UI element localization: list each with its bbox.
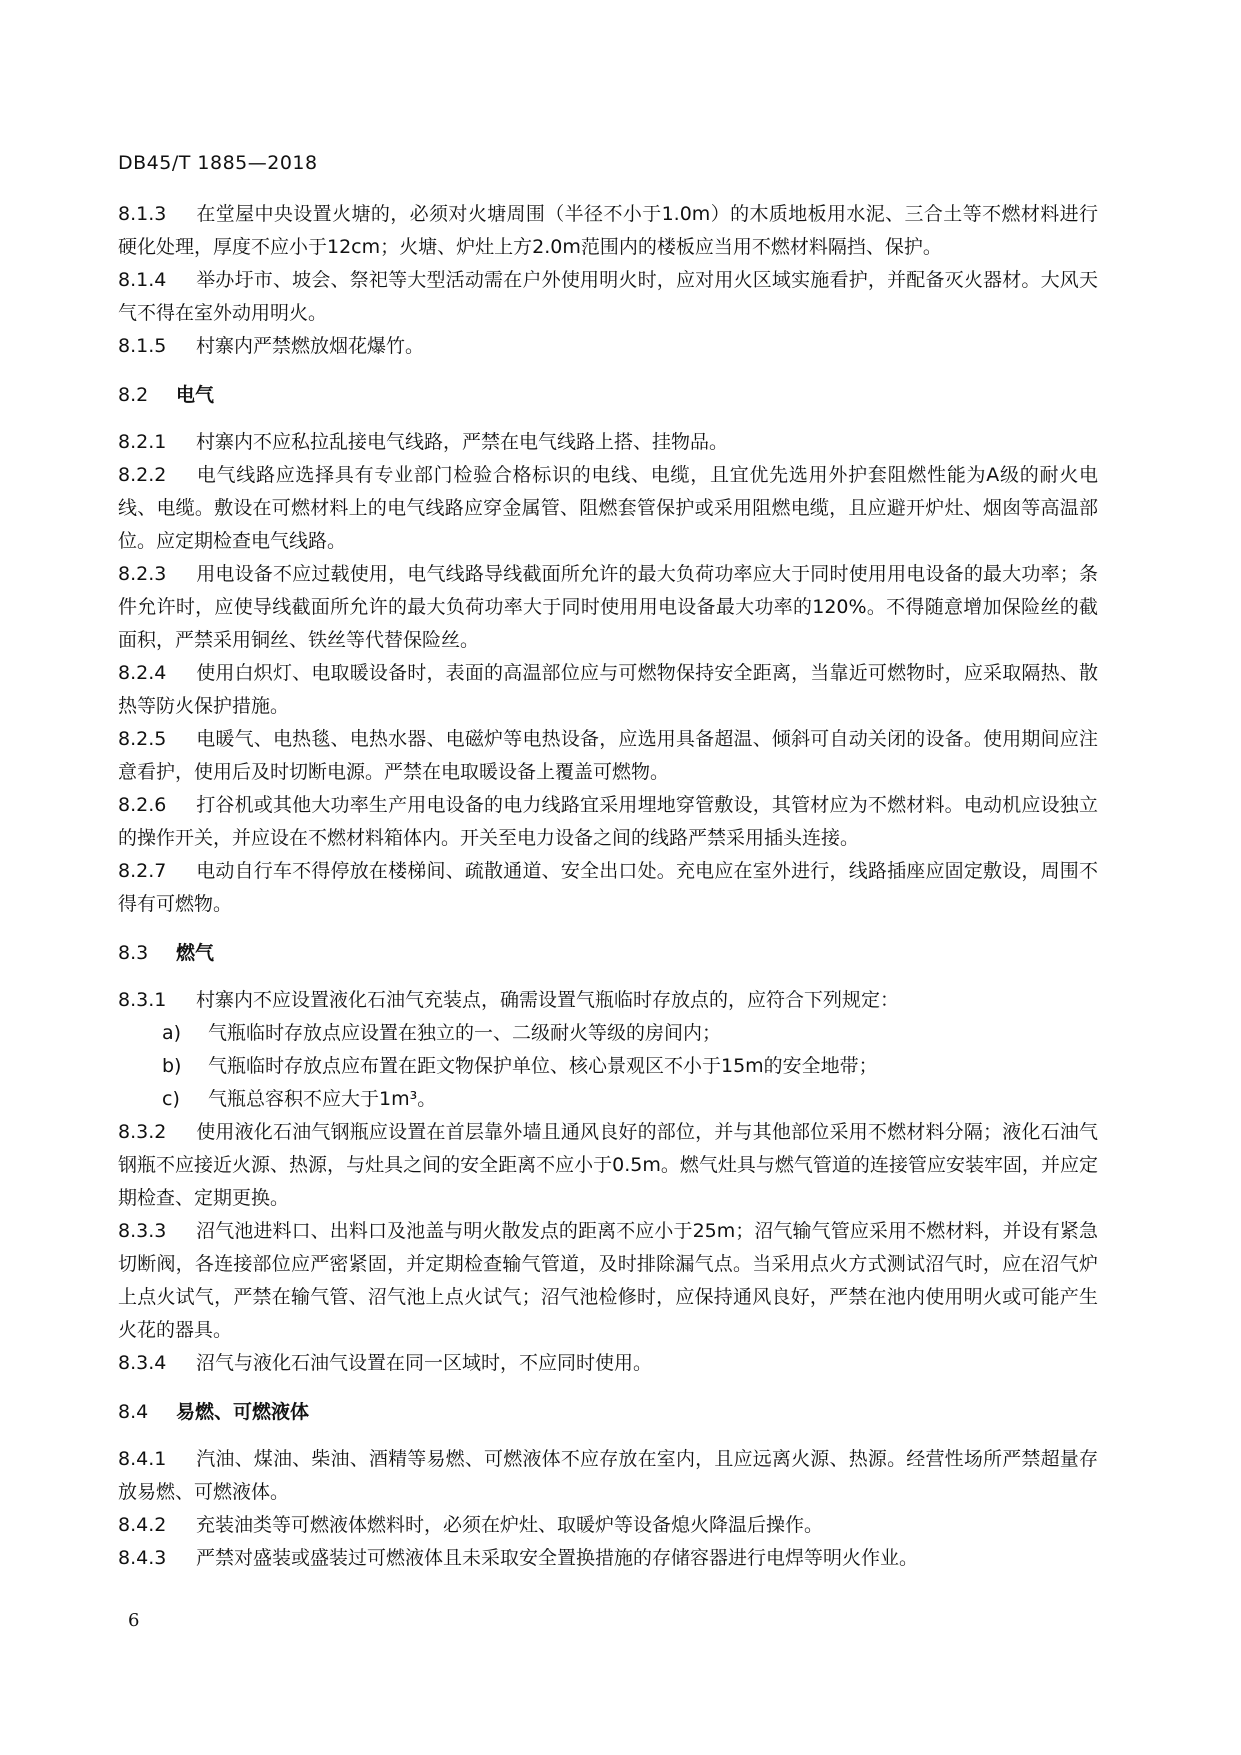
clause-8-3-1	[118, 984, 1098, 1017]
clause-8-4-3	[118, 1542, 1098, 1575]
clause-number: 8.2.6	[118, 794, 167, 816]
clause-text: 在堂屋中央设置火塘的，必须对火塘周围（半径不小于1.0m）的木质地板用水泥、三合土等不燃材料进行硬化处理，厚度不应小于12cm；火塘、炉灶上方2.0m范围内的楼板应当用不燃材料隔挡、保护。	[118, 203, 1098, 258]
clause-8-1-5	[118, 330, 1098, 363]
clause-number: 8.2.2	[118, 464, 167, 486]
clause-text: 举办圩市、坡会、祭祀等大型活动需在户外使用明火时，应对用火区域实施看护，并配备灭火器材。大风天气不得在室外动用明火。	[118, 269, 1098, 324]
clause-8-3-4	[118, 1347, 1098, 1380]
clause-text: 电暖气、电热毯、电热水器、电磁炉等电热设备，应选用具备超温、倾斜可自动关闭的设备。使用期间应注意看护，使用后及时切断电源。严禁在电取暖设备上覆盖可燃物。	[118, 728, 1098, 783]
clause-number: 8.2.7	[118, 860, 167, 882]
standard-code-header: DB45/T 1885—2018	[118, 152, 318, 174]
section-heading-8-2	[118, 379, 1098, 412]
list-item-label: b)	[162, 1055, 182, 1077]
section-number: 8.4	[118, 1401, 149, 1423]
document-body	[118, 198, 1098, 1575]
clause-8-2-5	[118, 723, 1098, 789]
list-item-b	[118, 1050, 1098, 1083]
clause-8-1-4	[118, 264, 1098, 330]
clause-number: 8.3.2	[118, 1121, 167, 1143]
clause-number: 8.4.3	[118, 1547, 167, 1569]
clause-8-4-2	[118, 1509, 1098, 1542]
clause-text: 使用液化石油气钢瓶应设置在首层靠外墙且通风良好的部位，并与其他部位采用不燃材料分隔；液化石油气钢瓶不应接近火源、热源，与灶具之间的安全距离不应小于0.5m。燃气灶具与燃气管道的连接管应安装牢固，并应定期检查、定期更换。	[118, 1121, 1098, 1209]
clause-number: 8.2.3	[118, 563, 167, 585]
clause-number: 8.3.4	[118, 1352, 167, 1374]
clause-text: 用电设备不应过载使用，电气线路导线截面所允许的最大负荷功率应大于同时使用用电设备的最大功率；条件允许时，应使导线截面所允许的最大负荷功率大于同时使用用电设备最大功率的120%。不得随意增加保险丝的截面积，严禁采用铜丝、铁丝等代替保险丝。	[118, 563, 1098, 651]
clause-8-2-1	[118, 426, 1098, 459]
clause-number: 8.3.3	[118, 1220, 167, 1242]
clause-text: 沼气池进料口、出料口及池盖与明火散发点的距离不应小于25m；沼气输气管应采用不燃材料，并设有紧急切断阀，各连接部位应严密紧固，并定期检查输气管道，及时排除漏气点。当采用点火方式测试沼气时，应在沼气炉上点火试气，严禁在输气管、沼气池上点火试气；沼气池检修时，应保持通风良好，严禁在池内使用明火或可能产生火花的器具。	[118, 1220, 1098, 1341]
section-title: 燃气	[176, 942, 215, 964]
clause-8-2-3	[118, 558, 1098, 657]
clause-number: 8.1.3	[118, 203, 167, 225]
section-title: 电气	[176, 384, 215, 406]
clause-text: 打谷机或其他大功率生产用电设备的电力线路宜采用埋地穿管敷设，其管材应为不燃材料。电动机应设独立的操作开关，并应设在不燃材料箱体内。开关至电力设备之间的线路严禁采用插头连接。	[118, 794, 1098, 849]
section-number: 8.3	[118, 942, 149, 964]
list-item-a	[118, 1017, 1098, 1050]
list-item-c	[118, 1083, 1098, 1116]
list-item-label: a)	[162, 1022, 182, 1044]
clause-number: 8.1.4	[118, 269, 167, 291]
clause-text: 充装油类等可燃液体燃料时，必须在炉灶、取暖炉等设备熄火降温后操作。	[196, 1514, 824, 1536]
clause-8-2-4	[118, 657, 1098, 723]
list-item-text: 气瓶临时存放点应设置在独立的一、二级耐火等级的房间内；	[208, 1022, 722, 1044]
section-heading-8-4	[118, 1396, 1098, 1429]
clause-number: 8.2.5	[118, 728, 167, 750]
clause-text: 电气线路应选择具有专业部门检验合格标识的电线、电缆，且宜优先选用外护套阻燃性能为A级的耐火电线、电缆。敷设在可燃材料上的电气线路应穿金属管、阻燃套管保护或采用阻燃电缆，且应避开炉灶、烟囱等高温部位。应定期检查电气线路。	[118, 464, 1098, 552]
clause-number: 8.3.1	[118, 989, 167, 1011]
clause-8-2-6	[118, 789, 1098, 855]
section-number: 8.2	[118, 384, 149, 406]
clause-text: 严禁对盛装或盛装过可燃液体且未采取安全置换措施的存储容器进行电焊等明火作业。	[196, 1547, 919, 1569]
clause-number: 8.1.5	[118, 335, 167, 357]
clause-number: 8.4.1	[118, 1448, 167, 1470]
clause-8-3-3	[118, 1215, 1098, 1347]
list-item-text: 气瓶临时存放点应布置在距文物保护单位、核心景观区不小于15m的安全地带；	[208, 1055, 878, 1077]
clause-text: 村寨内不应私拉乱接电气线路，严禁在电气线路上搭、挂物品。	[196, 431, 729, 453]
clause-8-3-2	[118, 1116, 1098, 1215]
clause-8-2-7	[118, 855, 1098, 921]
clause-text: 汽油、煤油、柴油、酒精等易燃、可燃液体不应存放在室内，且应远离火源、热源。经营性场所严禁超量存放易燃、可燃液体。	[118, 1448, 1098, 1503]
clause-8-1-3	[118, 198, 1098, 264]
page-number: 6	[128, 1610, 140, 1631]
list-item-label: c)	[162, 1088, 180, 1110]
clause-text: 村寨内严禁燃放烟花爆竹。	[196, 335, 425, 357]
clause-number: 8.2.1	[118, 431, 167, 453]
clause-text: 村寨内不应设置液化石油气充装点，确需设置气瓶临时存放点的，应符合下列规定：	[196, 989, 900, 1011]
clause-text: 使用白炽灯、电取暖设备时，表面的高温部位应与可燃物保持安全距离，当靠近可燃物时，应采取隔热、散热等防火保护措施。	[118, 662, 1098, 717]
clause-number: 8.4.2	[118, 1514, 167, 1536]
clause-8-2-2	[118, 459, 1098, 558]
section-title: 易燃、可燃液体	[176, 1401, 310, 1423]
clause-8-4-1	[118, 1443, 1098, 1509]
clause-text: 电动自行车不得停放在楼梯间、疏散通道、安全出口处。充电应在室外进行，线路插座应固定敷设，周围不得有可燃物。	[118, 860, 1098, 915]
clause-number: 8.2.4	[118, 662, 167, 684]
section-heading-8-3	[118, 937, 1098, 970]
clause-text: 沼气与液化石油气设置在同一区域时，不应同时使用。	[196, 1352, 653, 1374]
list-item-text: 气瓶总容积不应大于1m³。	[208, 1088, 437, 1110]
